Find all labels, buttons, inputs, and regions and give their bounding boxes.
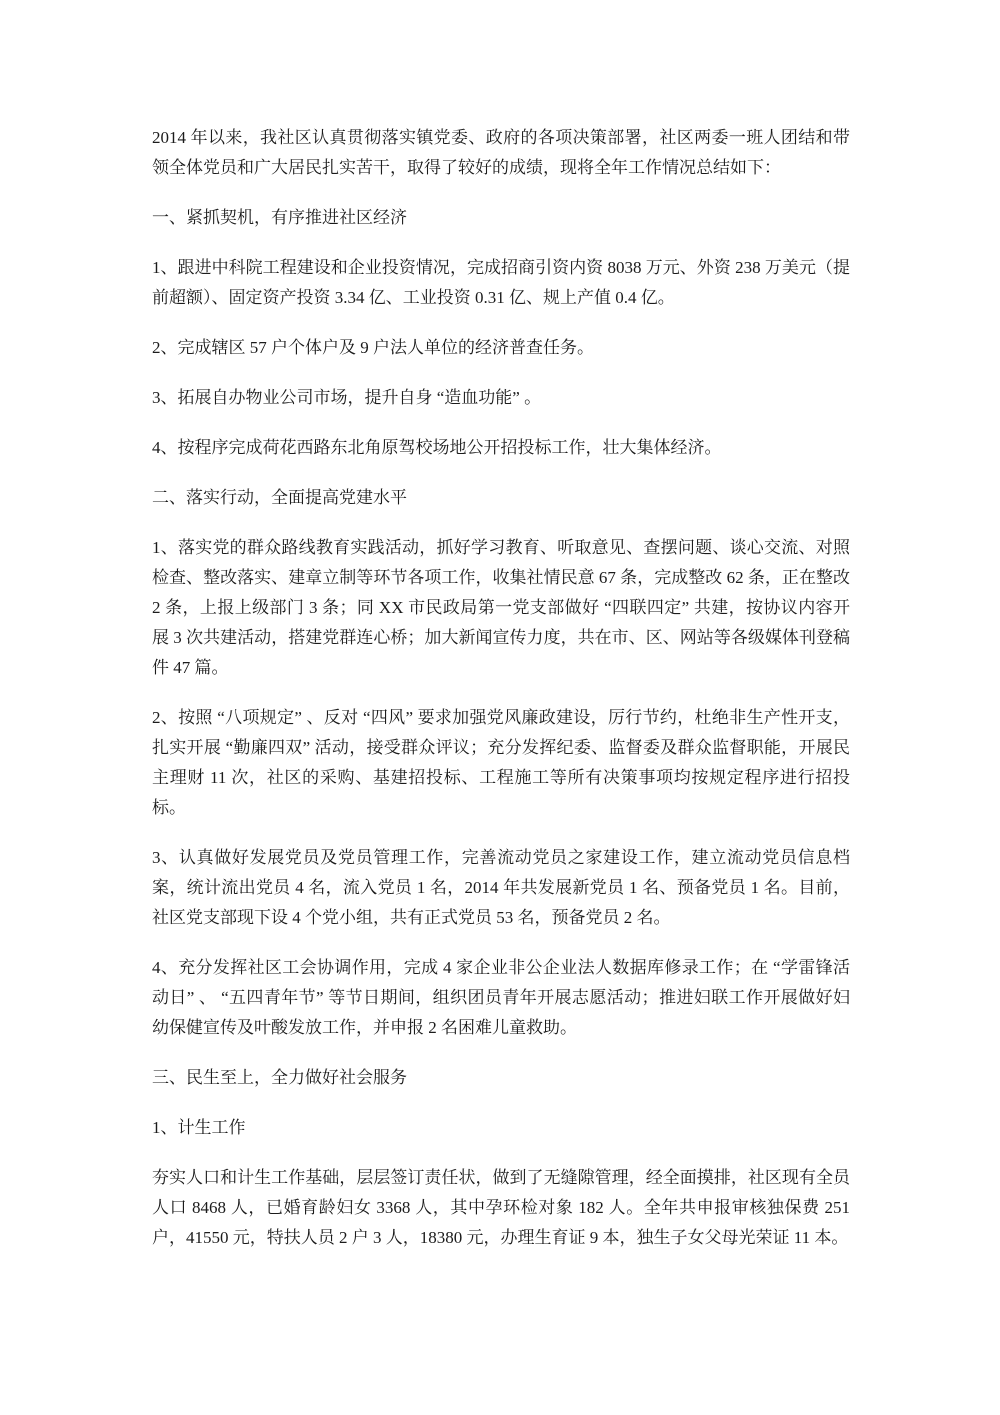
section-1-heading: 一、紧抓契机，有序推进社区经济 bbox=[152, 208, 407, 227]
section-2-item-3: 3、认真做好发展党员及党员管理工作，完善流动党员之家建设工作，建立流动党员信息档案，统计流出党员 4 名，流入党员 1 名，2014 年共发展新党员 1 名、预备党员 1 名。目前，社区党支部现下设 4 个党小组，共有正式党员 53 名，预备党员 2 名。 bbox=[152, 848, 850, 927]
section-1-item-2: 2、完成辖区 57 户个体户及 9 户法人单位的经济普查任务。 bbox=[152, 338, 594, 357]
section-2-heading: 二、落实行动，全面提高党建水平 bbox=[152, 488, 407, 507]
section-2-item-4: 4、充分发挥社区工会协调作用，完成 4 家企业非公企业法人数据库修录工作；在 “学雷锋活动日” 、 “五四青年节” 等节日期间，组织团员青年开展志愿活动；推进妇联工作开展做好妇幼保健宣传及叶酸发放工作，并申报 2 名困难儿童救助。 bbox=[152, 958, 850, 1037]
section-1-item-4: 4、按程序完成荷花西路东北角原驾校场地公开招投标工作，壮大集体经济。 bbox=[152, 438, 722, 457]
section-1-item-3: 3、拓展自办物业公司市场，提升自身 “造血功能” 。 bbox=[152, 388, 542, 407]
section-1-item-1: 1、跟进中科院工程建设和企业投资情况，完成招商引资内资 8038 万元、外资 238 万美元（提前超额）、固定资产投资 3.34 亿、工业投资 0.31 亿、规上产值 0.4 亿。 bbox=[152, 258, 850, 307]
section-2-item-2: 2、按照 “八项规定” 、反对 “四风” 要求加强党风廉政建设，厉行节约，杜绝非生产性开支，扎实开展 “勤廉四双” 活动，接受群众评议；充分发挥纪委、监督委及群众监督职能，开展民主理财 11 次，社区的采购、基建招投标、工程施工等所有决策事项均按规定程序进行招投标。 bbox=[152, 708, 850, 817]
section-3-heading: 三、民生至上，全力做好社会服务 bbox=[152, 1068, 407, 1087]
intro-paragraph: 2014 年以来，我社区认真贯彻落实镇党委、政府的各项决策部署，社区两委一班人团结和带领全体党员和广大居民扎实苦干，取得了较好的成绩，现将全年工作情况总结如下： bbox=[152, 128, 850, 177]
section-3-subheading-1: 1、计生工作 bbox=[152, 1118, 246, 1137]
section-3-item-1-paragraph: 夯实人口和计生工作基础，层层签订责任状，做到了无缝隙管理，经全面摸排，社区现有全员人口 8468 人，已婚育龄妇女 3368 人，其中孕环检对象 182 人。全年共申报审核独保费 251 户，41550 元，特扶人员 2 户 3 人，18380 元，办理生育证 9 本，独生子女父母光荣证 11 本。 bbox=[152, 1168, 850, 1247]
section-2-item-1: 1、落实党的群众路线教育实践活动，抓好学习教育、听取意见、查摆问题、谈心交流、对照检查、整改落实、建章立制等环节各项工作，收集社情民意 67 条，完成整改 62 条，正在整改 2 条，上报上级部门 3 条；同 XX 市民政局第一党支部做好 “四联四定” 共建，按协议内容开展 3 次共建活动，搭建党群连心桥；加大新闻宣传力度，共在市、区、网站等各级媒体刊登稿件 47 篇。 bbox=[152, 538, 850, 677]
